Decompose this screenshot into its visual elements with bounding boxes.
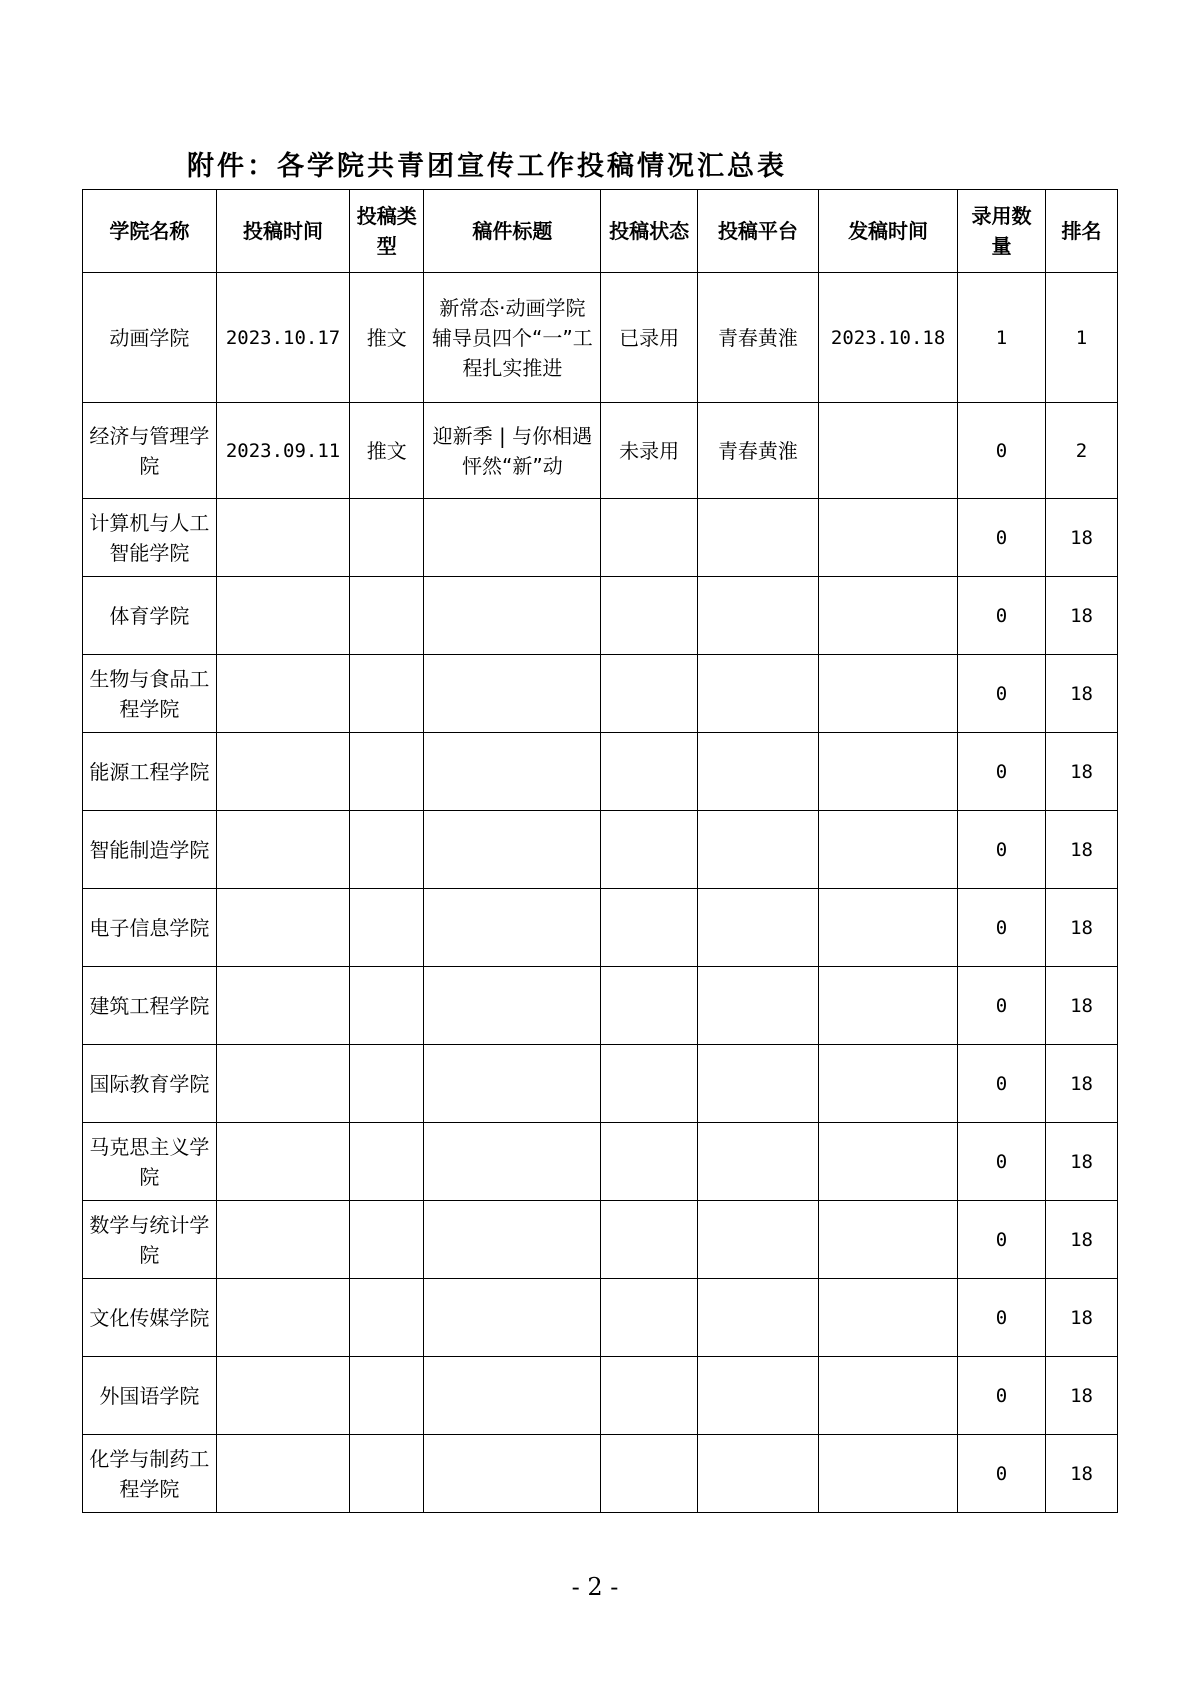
- submit-time-cell: [216, 1279, 350, 1357]
- accepted-count-cell: 0: [957, 967, 1045, 1045]
- header-rank: 排名: [1046, 190, 1118, 273]
- submit-type-cell: [350, 811, 424, 889]
- college-name-cell: 计算机与人工智能学院: [83, 499, 217, 577]
- platform-cell: [697, 655, 819, 733]
- article-title-cell: 新常态·动画学院辅导员四个“一”工程扎实推进: [424, 273, 601, 403]
- rank-cell: 18: [1046, 1279, 1118, 1357]
- accepted-count-cell: 0: [957, 1435, 1045, 1513]
- submit-type-cell: [350, 1045, 424, 1123]
- submit-status-cell: [601, 499, 697, 577]
- submit-status-cell: [601, 733, 697, 811]
- submit-type-cell: [350, 1123, 424, 1201]
- submit-type-cell: [350, 1357, 424, 1435]
- accepted-count-cell: 0: [957, 1357, 1045, 1435]
- publish-time-cell: [819, 655, 958, 733]
- table-row: [83, 811, 1118, 889]
- article-title-cell: [424, 1123, 601, 1201]
- submit-type-cell: [350, 1279, 424, 1357]
- submit-time-cell: [216, 655, 350, 733]
- submit-status-cell: [601, 811, 697, 889]
- platform-cell: [697, 577, 819, 655]
- page-number: - 2 -: [571, 1573, 619, 1601]
- submit-status-cell: [601, 655, 697, 733]
- publish-time-cell: [819, 499, 958, 577]
- table-row: [83, 499, 1118, 577]
- rank-cell: 2: [1046, 403, 1118, 499]
- article-title-cell: 迎新季 | 与你相遇 怦然“新”动: [424, 403, 601, 499]
- rank-cell: 18: [1046, 499, 1118, 577]
- platform-cell: [697, 1357, 819, 1435]
- table-row: [83, 967, 1118, 1045]
- table-row: [83, 403, 1118, 499]
- publish-time-cell: [819, 733, 958, 811]
- submit-type-cell: 推文: [350, 273, 424, 403]
- article-title-cell: [424, 967, 601, 1045]
- submit-time-cell: 2023.09.11: [216, 403, 350, 499]
- submit-status-cell: [601, 1123, 697, 1201]
- table-row: [83, 1435, 1118, 1513]
- accepted-count-cell: 0: [957, 1279, 1045, 1357]
- submit-status-cell: [601, 1279, 697, 1357]
- rank-cell: 18: [1046, 733, 1118, 811]
- submit-type-cell: [350, 577, 424, 655]
- submit-status-cell: 已录用: [601, 273, 697, 403]
- platform-cell: [697, 1279, 819, 1357]
- submit-type-cell: 推文: [350, 403, 424, 499]
- accepted-count-cell: 0: [957, 577, 1045, 655]
- table-row: [83, 1123, 1118, 1201]
- article-title-cell: [424, 1357, 601, 1435]
- article-title-cell: [424, 733, 601, 811]
- platform-cell: [697, 811, 819, 889]
- publish-time-cell: [819, 1201, 958, 1279]
- page-title: 附件：各学院共青团宣传工作投稿情况汇总表: [187, 151, 787, 182]
- publish-time-cell: [819, 1435, 958, 1513]
- publish-time-cell: [819, 1045, 958, 1123]
- article-title-cell: [424, 1279, 601, 1357]
- table-row: [83, 655, 1118, 733]
- rank-cell: 1: [1046, 273, 1118, 403]
- college-name-cell: 生物与食品工程学院: [83, 655, 217, 733]
- submit-time-cell: [216, 1123, 350, 1201]
- table-row: [83, 889, 1118, 967]
- submit-status-cell: 未录用: [601, 403, 697, 499]
- publish-time-cell: [819, 403, 958, 499]
- submit-type-cell: [350, 889, 424, 967]
- accepted-count-cell: 0: [957, 403, 1045, 499]
- college-name-cell: 外国语学院: [83, 1357, 217, 1435]
- submit-time-cell: [216, 811, 350, 889]
- accepted-count-cell: 0: [957, 889, 1045, 967]
- table-row: [83, 273, 1118, 403]
- summary-table: [82, 189, 1118, 1513]
- submit-status-cell: [601, 577, 697, 655]
- article-title-cell: [424, 1201, 601, 1279]
- submit-type-cell: [350, 733, 424, 811]
- submit-status-cell: [601, 967, 697, 1045]
- header-row: [83, 190, 1118, 273]
- submit-time-cell: 2023.10.17: [216, 273, 350, 403]
- platform-cell: [697, 1435, 819, 1513]
- platform-cell: [697, 733, 819, 811]
- table-body: [83, 273, 1118, 1513]
- publish-time-cell: [819, 889, 958, 967]
- rank-cell: 18: [1046, 577, 1118, 655]
- submit-type-cell: [350, 1435, 424, 1513]
- rank-cell: 18: [1046, 1357, 1118, 1435]
- article-title-cell: [424, 1435, 601, 1513]
- submit-time-cell: [216, 733, 350, 811]
- college-name-cell: 能源工程学院: [83, 733, 217, 811]
- submit-time-cell: [216, 1045, 350, 1123]
- college-name-cell: 马克思主义学院: [83, 1123, 217, 1201]
- accepted-count-cell: 0: [957, 733, 1045, 811]
- table-row: [83, 1045, 1118, 1123]
- platform-cell: [697, 499, 819, 577]
- college-name-cell: 化学与制药工程学院: [83, 1435, 217, 1513]
- college-name-cell: 体育学院: [83, 577, 217, 655]
- submit-status-cell: [601, 1435, 697, 1513]
- college-name-cell: 智能制造学院: [83, 811, 217, 889]
- rank-cell: 18: [1046, 1045, 1118, 1123]
- table-row: [83, 1279, 1118, 1357]
- rank-cell: 18: [1046, 1123, 1118, 1201]
- rank-cell: 18: [1046, 967, 1118, 1045]
- table-row: [83, 733, 1118, 811]
- college-name-cell: 经济与管理学院: [83, 403, 217, 499]
- rank-cell: 18: [1046, 1435, 1118, 1513]
- accepted-count-cell: 0: [957, 655, 1045, 733]
- platform-cell: [697, 1123, 819, 1201]
- submit-time-cell: [216, 1357, 350, 1435]
- header-article-title: 稿件标题: [424, 190, 601, 273]
- submit-status-cell: [601, 1045, 697, 1123]
- platform-cell: [697, 1045, 819, 1123]
- college-name-cell: 电子信息学院: [83, 889, 217, 967]
- submit-status-cell: [601, 1357, 697, 1435]
- platform-cell: [697, 1201, 819, 1279]
- table-row: [83, 1201, 1118, 1279]
- submit-status-cell: [601, 1201, 697, 1279]
- accepted-count-cell: 0: [957, 811, 1045, 889]
- publish-time-cell: [819, 811, 958, 889]
- rank-cell: 18: [1046, 655, 1118, 733]
- college-name-cell: 国际教育学院: [83, 1045, 217, 1123]
- publish-time-cell: [819, 967, 958, 1045]
- rank-cell: 18: [1046, 1201, 1118, 1279]
- article-title-cell: [424, 811, 601, 889]
- article-title-cell: [424, 577, 601, 655]
- submit-time-cell: [216, 889, 350, 967]
- header-accepted-count: 录用数量: [957, 190, 1045, 273]
- header-publish-time: 发稿时间: [819, 190, 958, 273]
- submit-status-cell: [601, 889, 697, 967]
- submit-time-cell: [216, 1435, 350, 1513]
- publish-time-cell: 2023.10.18: [819, 273, 958, 403]
- platform-cell: 青春黄淮: [697, 403, 819, 499]
- publish-time-cell: [819, 1357, 958, 1435]
- article-title-cell: [424, 889, 601, 967]
- article-title-cell: [424, 1045, 601, 1123]
- publish-time-cell: [819, 1123, 958, 1201]
- article-title-cell: [424, 655, 601, 733]
- submit-time-cell: [216, 1201, 350, 1279]
- submit-type-cell: [350, 499, 424, 577]
- header-college-name: 学院名称: [83, 190, 217, 273]
- college-name-cell: 数学与统计学院: [83, 1201, 217, 1279]
- submit-type-cell: [350, 655, 424, 733]
- table-row: [83, 1357, 1118, 1435]
- accepted-count-cell: 0: [957, 1201, 1045, 1279]
- table-row: [83, 577, 1118, 655]
- publish-time-cell: [819, 1279, 958, 1357]
- header-platform: 投稿平台: [697, 190, 819, 273]
- publish-time-cell: [819, 577, 958, 655]
- article-title-cell: [424, 499, 601, 577]
- header-submit-status: 投稿状态: [601, 190, 697, 273]
- header-submit-type: 投稿类型: [350, 190, 424, 273]
- submit-time-cell: [216, 499, 350, 577]
- rank-cell: 18: [1046, 811, 1118, 889]
- accepted-count-cell: 1: [957, 273, 1045, 403]
- college-name-cell: 建筑工程学院: [83, 967, 217, 1045]
- submit-type-cell: [350, 1201, 424, 1279]
- submit-time-cell: [216, 577, 350, 655]
- college-name-cell: 文化传媒学院: [83, 1279, 217, 1357]
- accepted-count-cell: 0: [957, 1123, 1045, 1201]
- accepted-count-cell: 0: [957, 1045, 1045, 1123]
- platform-cell: [697, 889, 819, 967]
- submit-type-cell: [350, 967, 424, 1045]
- submit-time-cell: [216, 967, 350, 1045]
- college-name-cell: 动画学院: [83, 273, 217, 403]
- platform-cell: 青春黄淮: [697, 273, 819, 403]
- accepted-count-cell: 0: [957, 499, 1045, 577]
- platform-cell: [697, 967, 819, 1045]
- header-submit-time: 投稿时间: [216, 190, 350, 273]
- rank-cell: 18: [1046, 889, 1118, 967]
